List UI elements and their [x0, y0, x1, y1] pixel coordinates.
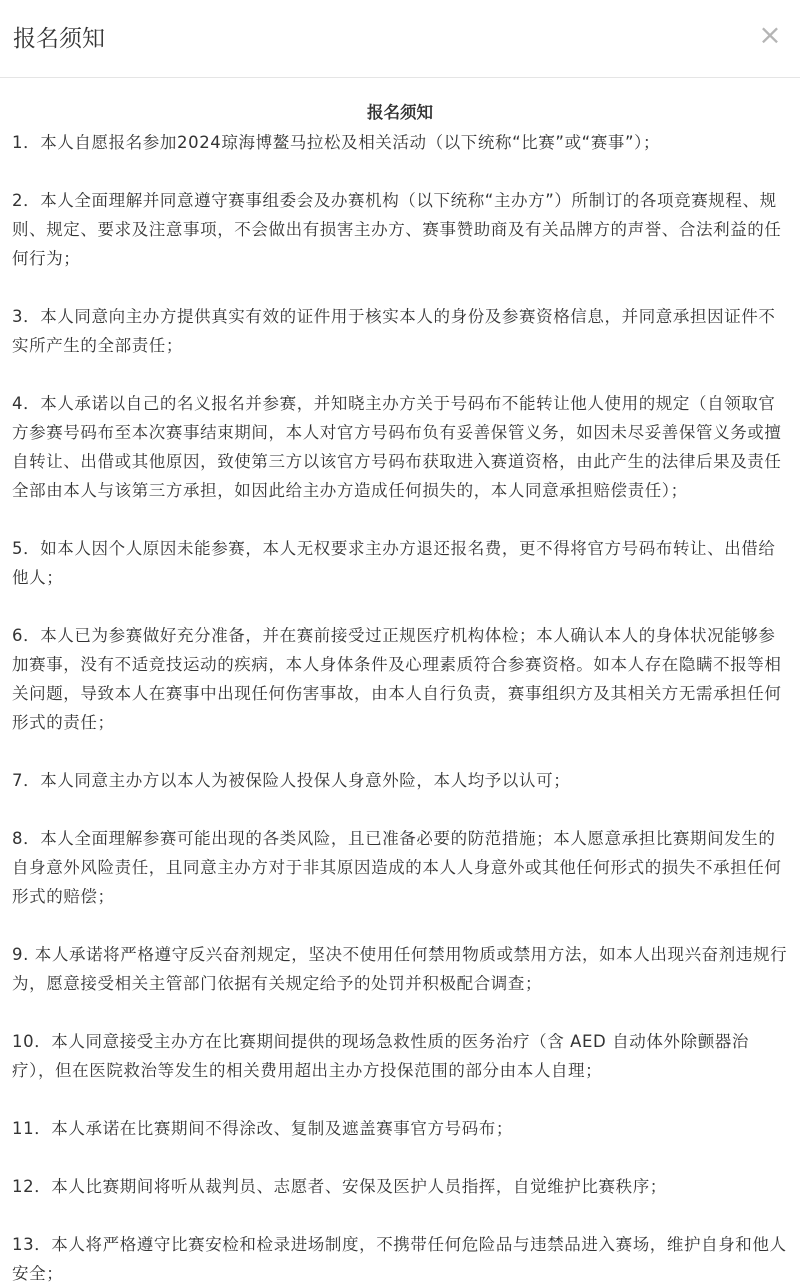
clause-2: 2．本人全面理解并同意遵守赛事组委会及办赛机构（以下统称“主办方”）所制订的各项竞赛规程、规则、规定、要求及注意事项，不会做出有损害主办方、赛事赞助商及有关品牌方的声誉、合法利益的任何行为；	[12, 191, 782, 268]
clause-spacer	[12, 1085, 788, 1114]
clause-1: 1．本人自愿报名参加2024琼海博鳌马拉松及相关活动（以下统称“比赛”或“赛事”）；	[12, 133, 661, 152]
clause-9: 9. 本人承诺将严格遵守反兴奋剂规定，坚决不使用任何禁用物质或禁用方法，如本人出现兴奋剂违规行为，愿意接受相关主管部门依据有关规定给予的处罚并积极配合调查；	[12, 945, 788, 993]
close-icon[interactable]: ×	[758, 18, 782, 51]
clause-spacer	[12, 505, 788, 534]
clause-11: 11．本人承诺在比赛期间不得涂改、复制及遮盖赛事官方号码布；	[12, 1119, 513, 1138]
clause-13: 13．本人将严格遵守比赛安检和检录进场制度，不携带任何危险品与违禁品进入赛场，维护自身和他人安全；	[12, 1235, 787, 1283]
clause-spacer	[12, 737, 788, 766]
clause-10: 10．本人同意接受主办方在比赛期间提供的现场急救性质的医务治疗（含 AED 自动体外除颤器治疗），但在医院救治等发生的相关费用超出主办方投保范围的部分由本人自理；	[12, 1032, 750, 1080]
clause-spacer	[12, 273, 788, 302]
clause-3: 3．本人同意向主办方提供真实有效的证件用于核实本人的身份及参赛资格信息，并同意承担因证件不实所产生的全部责任；	[12, 307, 776, 355]
clause-7: 7．本人同意主办方以本人为被保险人投保人身意外险，本人均予以认可；	[12, 771, 571, 790]
clause-spacer	[12, 998, 788, 1027]
clause-spacer	[12, 911, 788, 940]
clause-12: 12．本人比赛期间将听从裁判员、志愿者、安保及医护人员指挥，自觉维护比赛秩序；	[12, 1177, 667, 1196]
clause-4: 4．本人承诺以自己的名义报名并参赛，并知晓主办方关于号码布不能转让他人使用的规定（自领取官方参赛号码布至本次赛事结束期间，本人对官方号码布负有妥善保管义务，如因未尽妥善保管义务或擅自转让、出借或其他原因，致使第三方以该官方号码布获取进入赛道资格，由此产生的法律后果及责任全部由本人与该第三方承担，如因此给主办方造成任何损失的，本人同意承担赔偿责任）；	[12, 394, 782, 500]
clause-spacer	[12, 360, 788, 389]
notice-content	[12, 98, 788, 1288]
modal-header	[0, 0, 800, 78]
clause-5: 5．如本人因个人原因未能参赛，本人无权要求主办方退还报名费，更不得将官方号码布转让、出借给他人；	[12, 539, 776, 587]
clause-spacer	[12, 795, 788, 824]
clause-8: 8．本人全面理解参赛可能出现的各类风险，且已准备必要的防范措施；本人愿意承担比赛期间发生的自身意外风险责任，且同意主办方对于非其原因造成的本人人身意外或其他任何形式的损失不承担任何形式的赔偿；	[12, 829, 782, 906]
clause-spacer	[12, 1201, 788, 1230]
clause-spacer	[12, 592, 788, 621]
clause-6: 6．本人已为参赛做好充分准备，并在赛前接受过正规医疗机构体检；本人确认本人的身体状况能够参加赛事，没有不适竞技运动的疾病，本人身体条件及心理素质符合参赛资格。如本人存在隐瞒不报等相关问题，导致本人在赛事中出现任何伤害事故，由本人自行负责，赛事组织方及其相关方无需承担任何形式的责任；	[12, 626, 782, 732]
modal-title: 报名须知	[13, 26, 105, 52]
clause-spacer	[12, 157, 788, 186]
clause-spacer	[12, 1143, 788, 1172]
notice-heading: 报名须知	[367, 103, 433, 122]
